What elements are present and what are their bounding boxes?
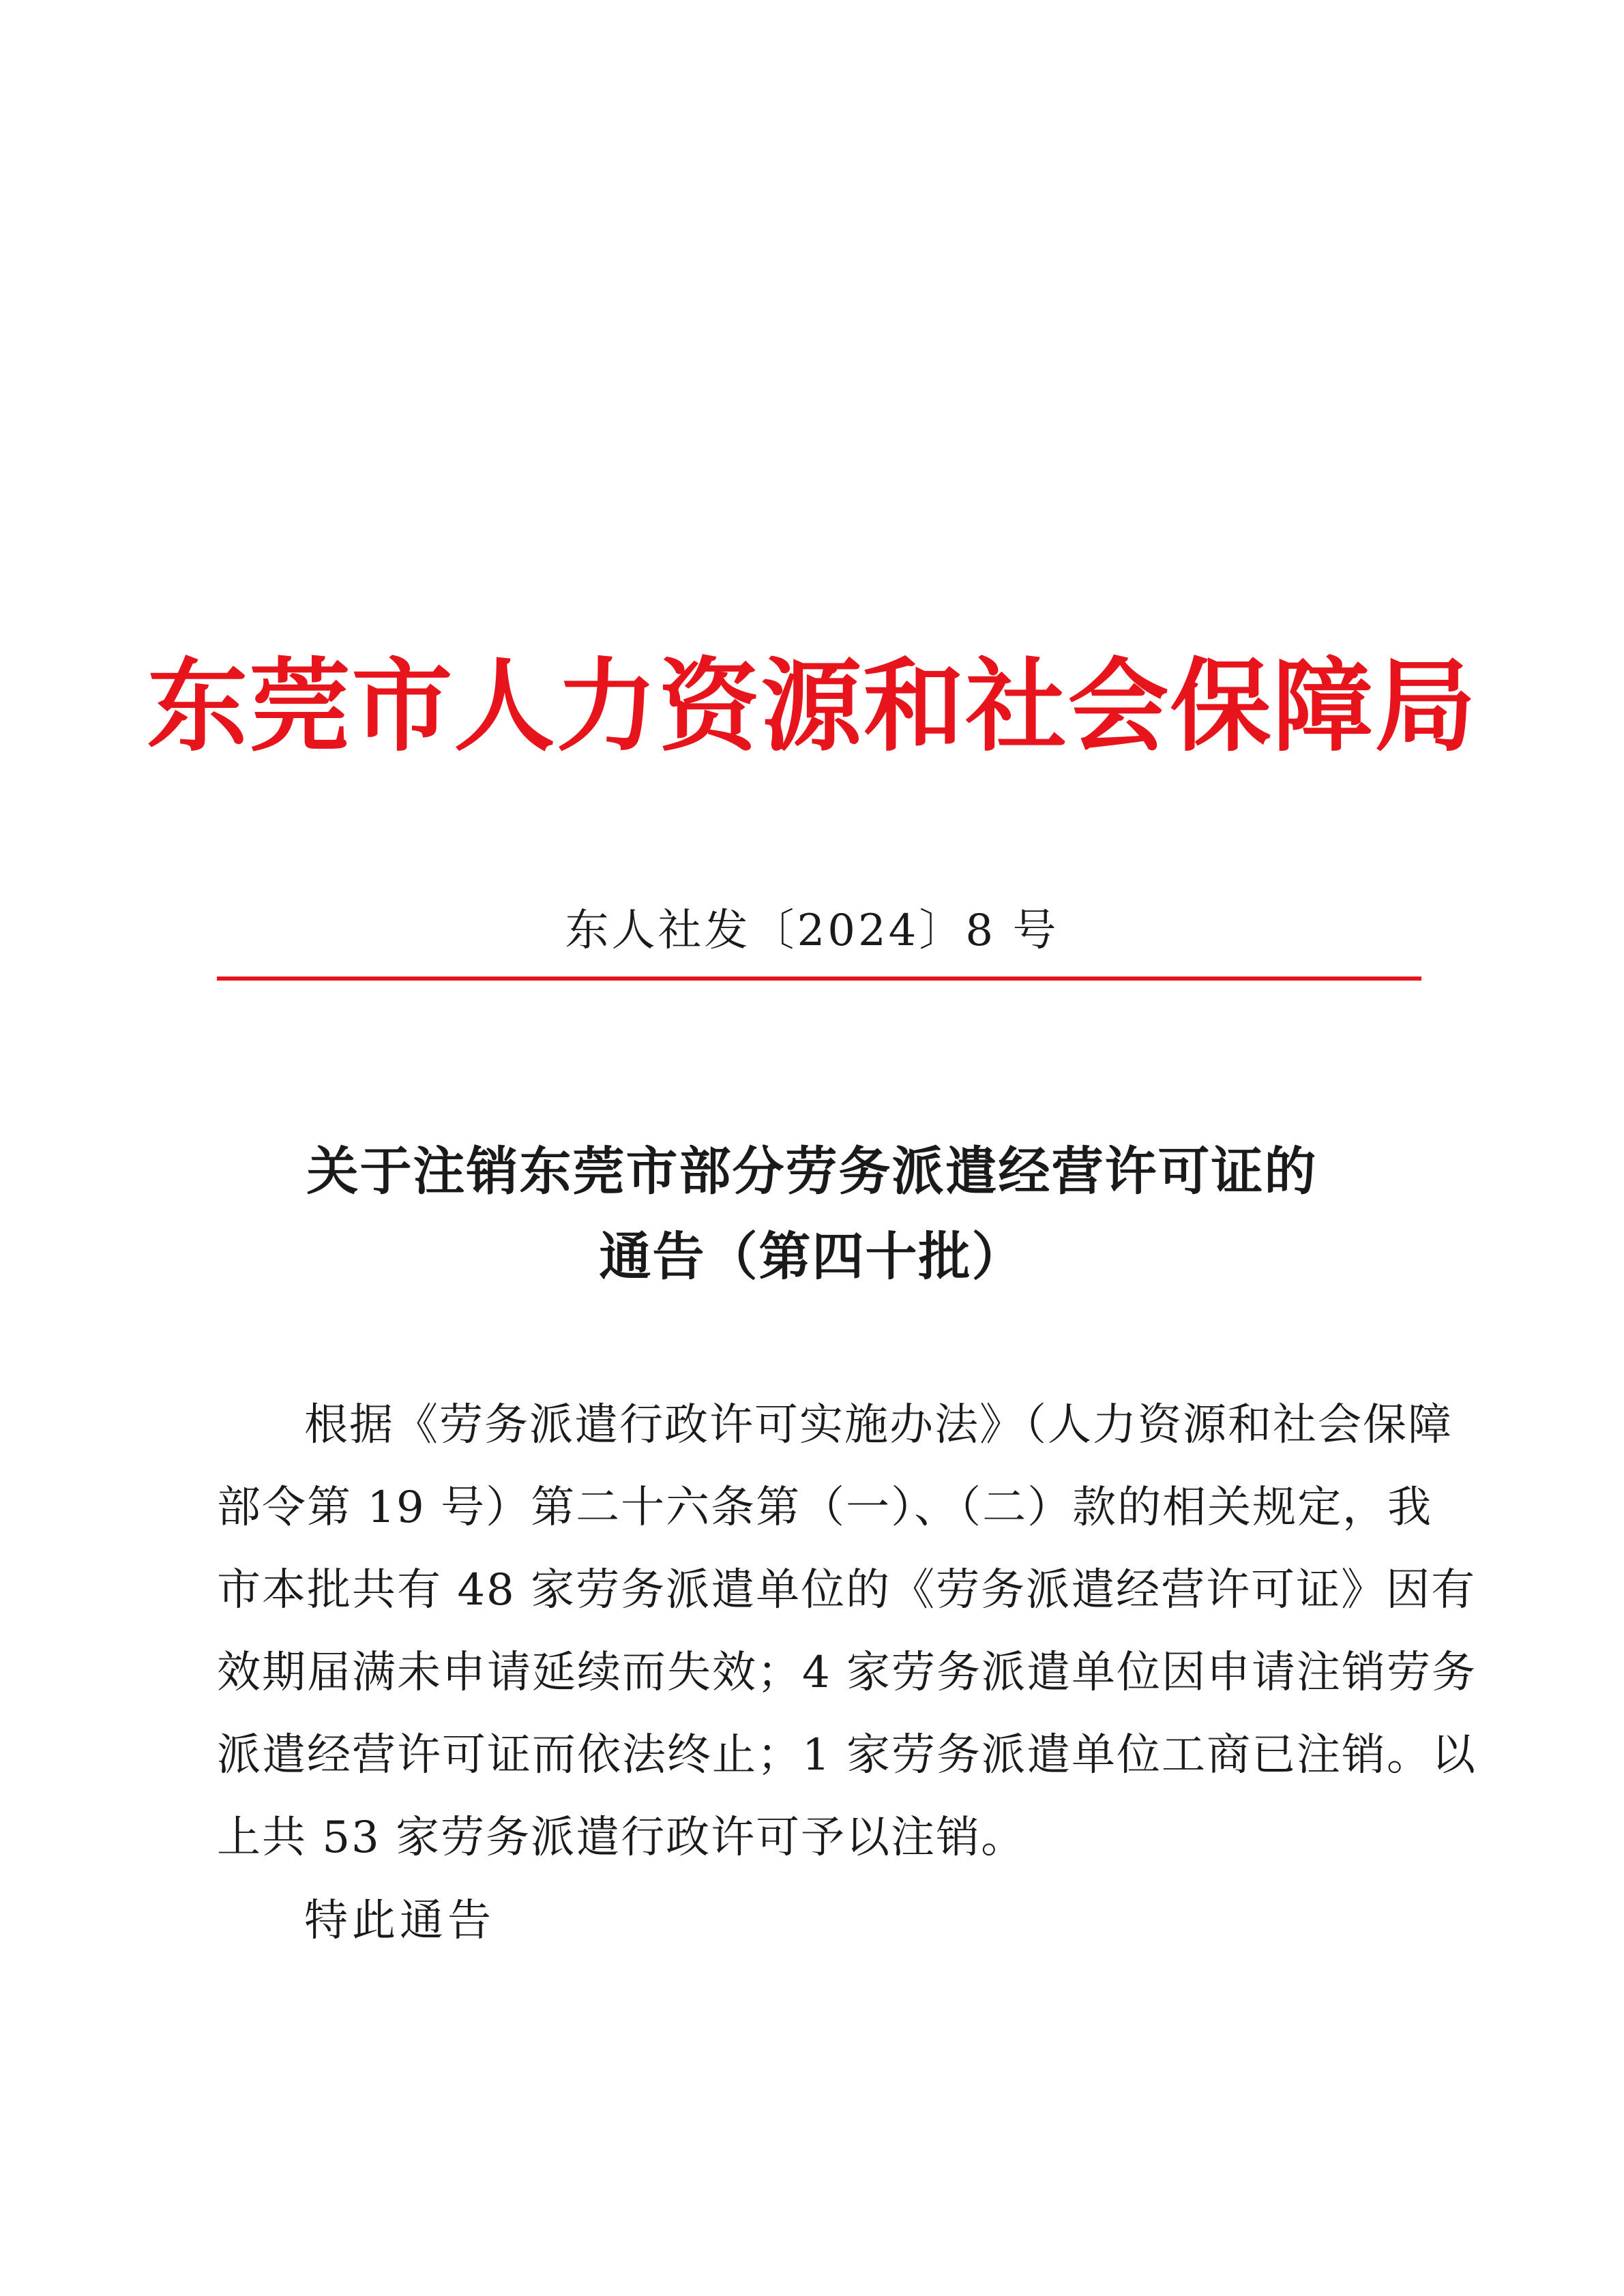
body-line: 派遣经营许可证而依法终止；1 家劳务派遣单位工商已注销。以 xyxy=(217,1730,1477,1780)
red-divider xyxy=(217,976,1421,981)
agency-header: 东莞市人力资源和社会保障局 xyxy=(147,646,1477,765)
title-line: 关于注销东莞市部分劳务派遣经营许可证的 xyxy=(306,1141,1318,1202)
body-line: 市本批共有 48 家劳务派遣单位的《劳务派遣经营许可证》因有 xyxy=(217,1565,1477,1615)
body-line: 根据《劳务派遣行政许可实施办法》（人力资源和社会保障 xyxy=(304,1400,1453,1450)
closing-phrase: 特此通告 xyxy=(304,1896,495,1946)
document-number: 东人社发〔2024〕8 号 xyxy=(565,906,1059,956)
body-line: 效期届满未申请延续而失效；4 家劳务派遣单位因申请注销劳务 xyxy=(217,1648,1477,1698)
notice-body xyxy=(217,1384,1477,1879)
body-line: 部令第 19 号）第二十六条第（一）、（二）款的相关规定，我 xyxy=(217,1482,1433,1533)
title-line: 通告（第四十批） xyxy=(599,1226,1025,1287)
notice-title xyxy=(0,1129,1624,1299)
body-line: 上共 53 家劳务派遣行政许可予以注销。 xyxy=(217,1813,1027,1863)
